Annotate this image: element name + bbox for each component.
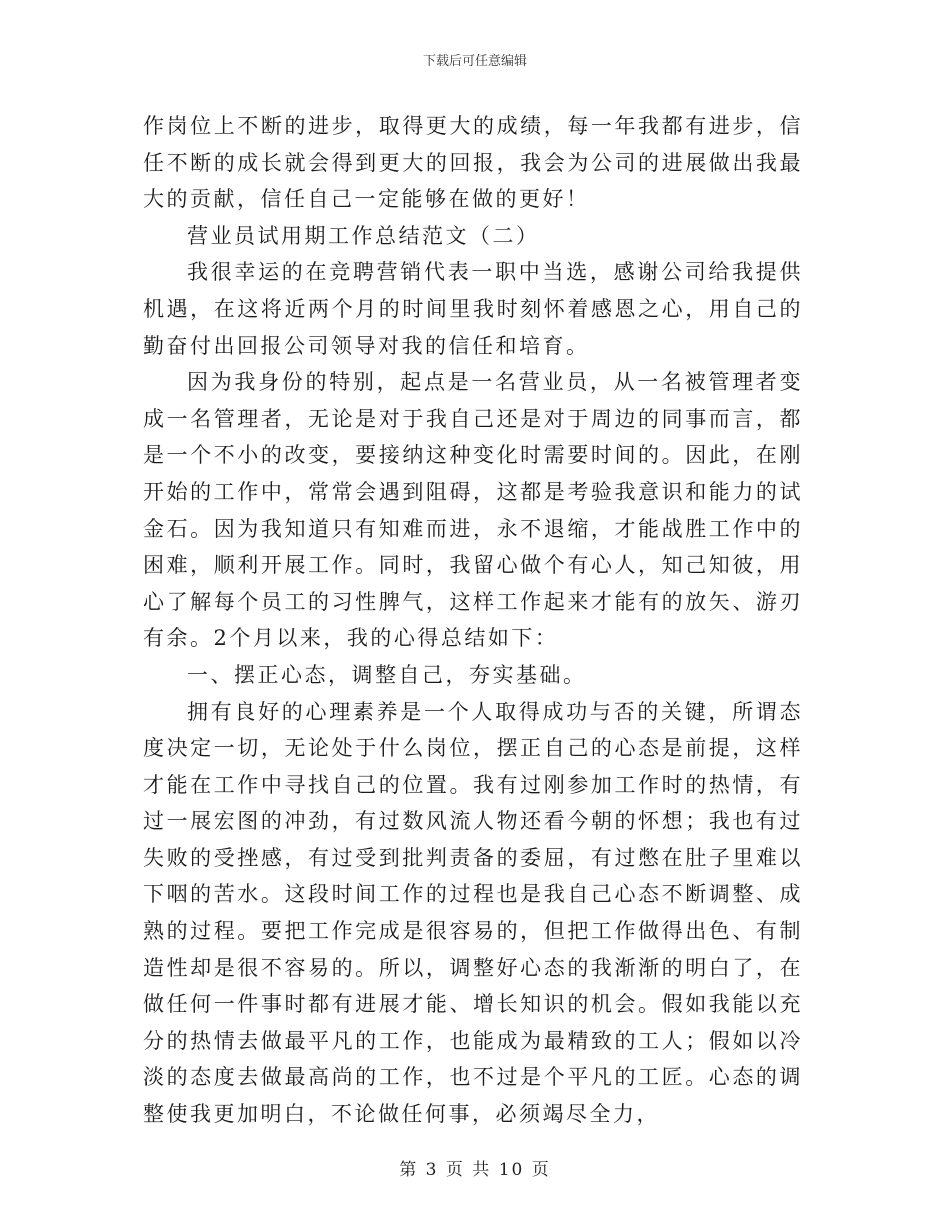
page-header-note: 下载后可任意编辑 xyxy=(422,54,527,69)
subsection-heading: 一、摆正心态，调整自己，夯实基础。 xyxy=(187,662,587,687)
paragraph-continuation: 作岗位上不断的进步，取得更大的成绩，每一年我都有进步，信任不断的成长就会得到更大的回报，我会为公司的进展做出我最大的贡献，信任自己一定能够在做的更好！ xyxy=(143,114,803,212)
document-body xyxy=(143,108,803,1133)
paragraph: 我很幸运的在竞聘营销代表一职中当选，感谢公司给我提供机遇，在这将近两个月的时间里我时刻怀着感恩之心，用自己的勤奋付出回报公司领导对我的信任和培育。 xyxy=(143,260,803,358)
section-title: 营业员试用期工作总结范文（二） xyxy=(187,223,540,248)
page-number: 第 3 页 共 10 页 xyxy=(399,1160,551,1180)
paragraph: 拥有良好的心理素养是一个人取得成功与否的关键，所谓态度决定一切，无论处于什么岗位，摆正自己的心态是前提，这样才能在工作中寻找自己的位置。我有过刚参加工作时的热情，有过一展宏图的冲劲，有过数风流人物还看今朝的怀想；我也有过失败的受挫感，有过受到批判责备的委屈，有过憋在肚子里难以下咽的苦水。这段时间工作的过程也是我自己心态不断调整、成熟的过程。要把工作完成是很容易的，但把工作做得出色、有制造性却是很不容易的。所以，调整好心态的我渐渐的明白了，在做任何一件事时都有进展才能、增长知识的机会。假如我能以充分的热情去做最平凡的工作，也能成为最精致的工人；假如以冷淡的态度去做最高尚的工作，也不过是个平凡的工匠。心态的调整使我更加明白，不论做任何事，必须竭尽全力， xyxy=(143,699,803,1127)
paragraph: 因为我身份的特别，起点是一名营业员，从一名被管理者变成一名管理者，无论是对于我自己还是对于周边的同事而言，都是一个不小的改变，要接纳这种变化时需要时间的。因此，在刚开始的工作中，常常会遇到阻碍，这都是考验我意识和能力的试金石。因为我知道只有知难而进，永不退缩，才能战胜工作中的困难，顺利开展工作。同时，我留心做个有心人，知己知彼，用心了解每个员工的习性脾气，这样工作起来才能有的放矢、游刃有余。2个月以来，我的心得总结如下： xyxy=(143,370,803,651)
